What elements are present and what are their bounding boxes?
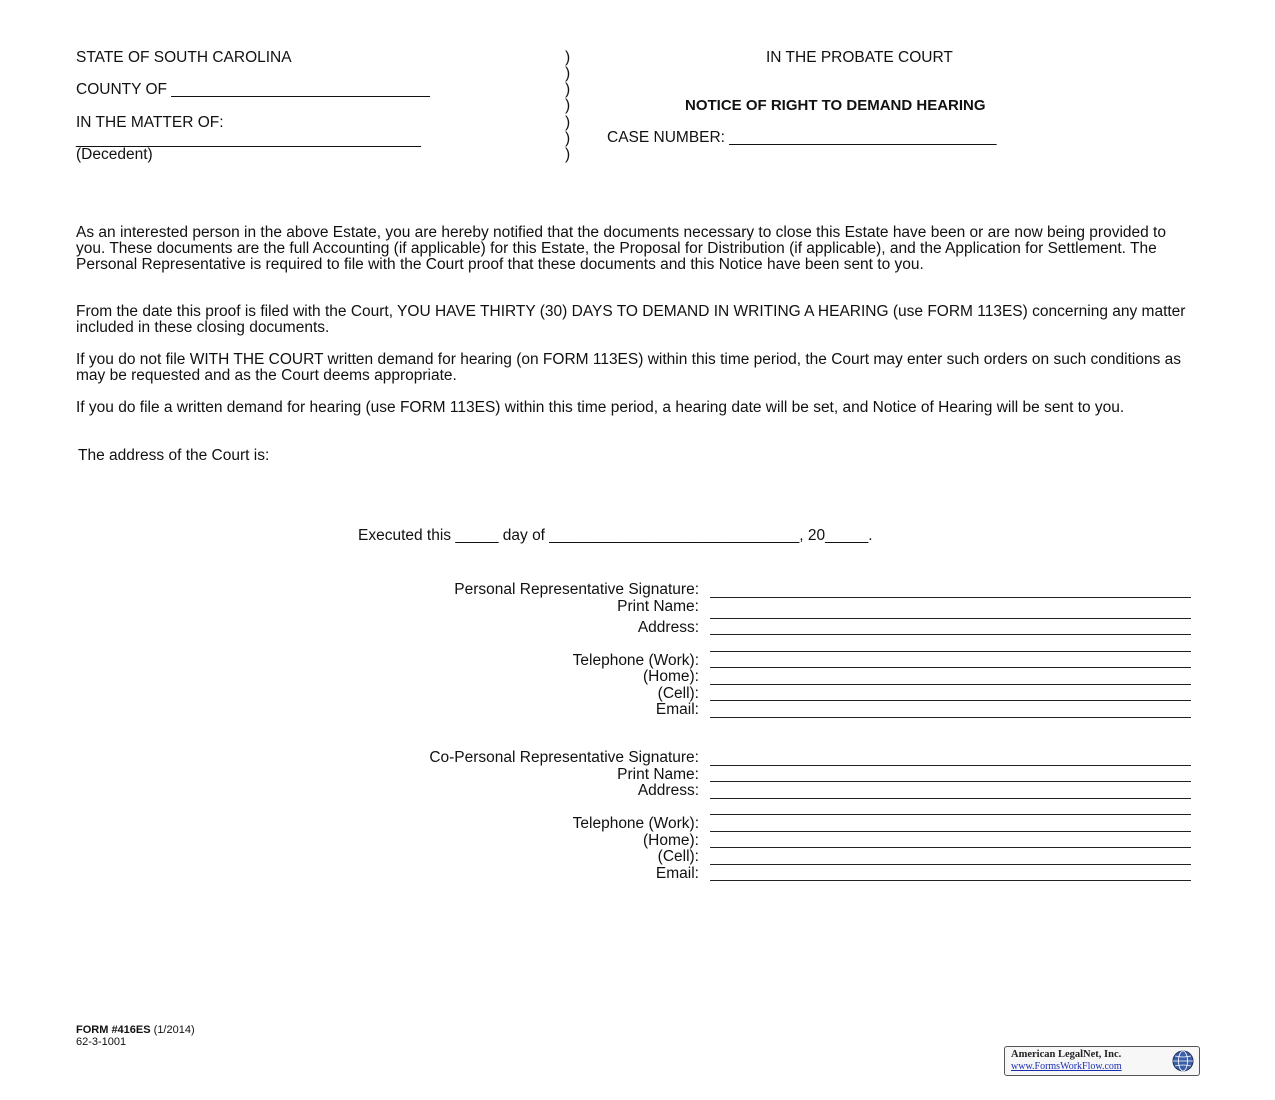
matter-heading: IN THE MATTER OF: (76, 114, 224, 131)
paragraph-demand: If you do file a written demand for hearing (use FORM 113ES) within this time period, a hearing date will be set, and Notice of Hearing will be sent to you. (76, 399, 1125, 416)
document-title: NOTICE OF RIGHT TO DEMAND HEARING (685, 97, 986, 114)
pr-email-line (710, 717, 1191, 718)
pr-tel-cell-line (710, 700, 1191, 701)
caption-paren: ) (565, 114, 571, 131)
copr-address-line (710, 798, 1191, 799)
paragraph-notice: As an interested person in the above Estate, you are hereby notified that the documents necessary to close this Estate have been or are now being provided to you. These documents are the full Accounting (if applicable) for this Estate, the Proposal for Distribution (if applicable), and the Application for Settlement. The Personal Representative is required to file with the Court proof that these documents and this Notice have been sent to you. (76, 224, 1166, 273)
logo-company-name: American LegalNet, Inc. (1011, 1049, 1122, 1060)
pr-address-label: Address: (637, 619, 699, 636)
pr-print-name-label: Print Name: (617, 598, 699, 615)
paragraph-thirty-days: From the date this proof is filed with the Court, YOU HAVE THIRTY (30) DAYS TO DEMAND IN WRITING A HEARING (use FORM 113ES) concerning any matter included in these closing documents. (76, 303, 1186, 336)
pr-signature-label: Personal Representative Signature: (454, 581, 699, 598)
caption-paren: ) (565, 81, 571, 98)
pr-email-label: Email: (655, 701, 699, 718)
copr-tel-cell-label: (Cell): (657, 848, 699, 865)
caption-paren: ) (565, 97, 571, 114)
copr-tel-work-line (710, 831, 1191, 832)
pr-tel-work-line (710, 667, 1191, 668)
copr-signature-line (710, 765, 1191, 766)
caption-paren: ) (565, 65, 571, 82)
copr-address-label: Address: (637, 782, 699, 799)
copr-signature-label: Co-Personal Representative Signature: (429, 749, 699, 766)
pr-address-line (710, 634, 1191, 635)
copr-print-name-label: Print Name: (617, 766, 699, 783)
case-number-field: CASE NUMBER: _______________________________ (607, 129, 997, 146)
form-number (76, 1024, 195, 1036)
logo-url-link[interactable]: www.FormsWorkFlow.com (1011, 1061, 1122, 1072)
form-code: 62-3-1001 (76, 1036, 127, 1048)
caption-paren: ) (565, 146, 571, 163)
decedent-label: (Decedent) (76, 146, 153, 163)
pr-print-name-line (710, 618, 1191, 619)
pr-address-line-2 (710, 651, 1191, 652)
executed-line: Executed this _____ day of _____________________________, 20_____. (358, 527, 873, 544)
copr-tel-cell-line (710, 864, 1191, 865)
copr-email-label: Email: (655, 865, 699, 882)
copr-tel-home-line (710, 847, 1191, 848)
copr-address-line-2 (710, 814, 1191, 815)
copr-tel-home-label: (Home): (643, 832, 699, 849)
state-heading: STATE OF SOUTH CAROLINA (76, 49, 292, 66)
copr-email-line (710, 880, 1191, 881)
form-number-id: FORM #416ES (76, 1024, 151, 1036)
pr-tel-home-line (710, 684, 1191, 685)
decedent-line: ________________________________________ (76, 131, 421, 148)
globe-icon (1171, 1049, 1195, 1073)
pr-tel-work-label: Telephone (Work): (572, 652, 699, 669)
county-field: COUNTY OF ______________________________ (76, 81, 430, 98)
court-address-label: The address of the Court is: (78, 447, 270, 464)
form-date: (1/2014) (153, 1024, 195, 1036)
pr-tel-home-label: (Home): (643, 668, 699, 685)
copr-print-name-line (710, 781, 1191, 782)
pr-signature-line (710, 597, 1191, 598)
copr-tel-work-label: Telephone (Work): (572, 815, 699, 832)
legalnet-logo (1004, 1046, 1200, 1076)
caption-paren: ) (565, 130, 571, 147)
caption-paren: ) (565, 49, 571, 66)
court-heading: IN THE PROBATE COURT (766, 49, 953, 66)
pr-tel-cell-label: (Cell): (657, 685, 699, 702)
paragraph-no-demand: If you do not file WITH THE COURT written demand for hearing (on FORM 113ES) within this time period, the Court may enter such orders on such conditions as may be requested and as the Court deems appropriate. (76, 351, 1181, 384)
